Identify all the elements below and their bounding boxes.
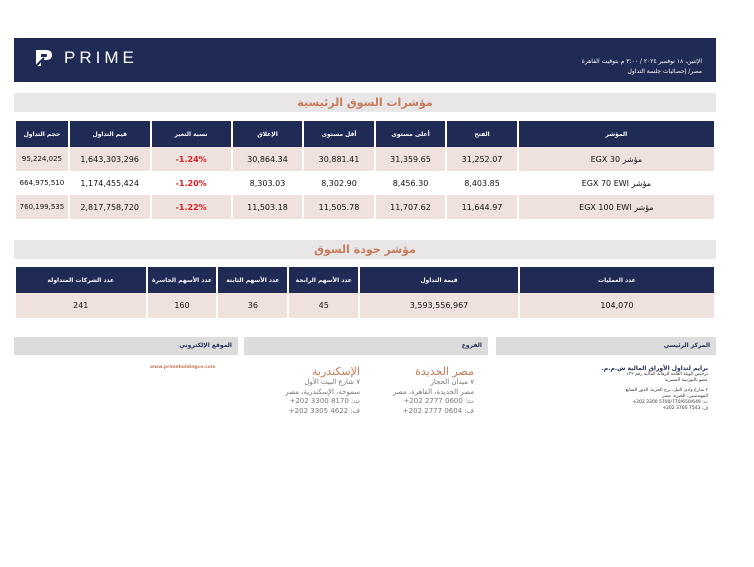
col-open: الفتح — [447, 121, 517, 147]
cell-low: 8,302.90 — [321, 178, 357, 188]
branch-address-line: ٧ ميدان الحجاز — [430, 378, 474, 386]
cell-low: 30,881.41 — [304, 147, 374, 171]
cell-change: -1.24% — [152, 147, 231, 171]
cell-low: 11,505.78 — [304, 195, 374, 219]
cell-companies-traded: 241 — [16, 293, 146, 318]
table-row — [16, 147, 714, 171]
branch-phone: ت: 0600 2777 202+ — [403, 397, 474, 405]
indices-table — [14, 121, 716, 219]
cell-index: مؤشر EGX 70 EWI — [581, 178, 652, 188]
cell-value: 1,643,303,296 — [70, 147, 150, 171]
hq-address-line: المهندسين، الجيزة، مصر — [662, 394, 708, 399]
cell-value: 1,174,455,424 — [80, 178, 139, 188]
headquarters-info — [498, 365, 708, 412]
col-gainers: عدد الأسهم الرابحة — [289, 267, 358, 293]
hq-phone: ت: 5700/770/650/649 3300 202+ — [632, 400, 708, 405]
cell-index: مؤشر EGX 100 EWI — [519, 195, 714, 219]
cell-change: -1.20% — [175, 178, 207, 188]
quality-section-title: مؤشر جودة السوق — [14, 240, 716, 259]
quality-table — [14, 267, 716, 318]
cell-high: 11,707.62 — [376, 195, 446, 219]
branch-alexandria — [260, 365, 360, 416]
branch-address-line: مصر الجديدة، القاهرة، مصر — [392, 387, 474, 396]
col-transactions: عدد العمليات — [520, 267, 714, 293]
report-header — [14, 38, 716, 82]
cell-volume: 760,199,535 — [16, 195, 68, 219]
indices-section-title: مؤشرات السوق الرئيسية — [14, 93, 716, 112]
report-date: الإثنين، ١٨ نوفمبر ٢٠٢٤ / ٣:٠٠ م بتوقيت القاهرة — [581, 58, 702, 65]
license-line: ترخيص الهيئة العامة للرقابة المالية رقم ١٣٢ — [626, 372, 708, 377]
prime-logo-icon — [34, 49, 56, 67]
license-line: عضو بالبورصة المصرية — [664, 378, 708, 383]
branch-address-line: سموحة، الإسكندرية، مصر — [285, 387, 360, 396]
cell-close: 11,503.18 — [233, 195, 303, 219]
website-link[interactable]: www.primeholdingco.com — [150, 365, 216, 370]
cell-close: 30,864.34 — [233, 147, 303, 171]
col-index: المؤشر — [519, 121, 714, 147]
cell-unchanged: 36 — [218, 293, 287, 318]
cell-open: 31,252.07 — [447, 147, 517, 171]
cell-value: 2,817,758,720 — [70, 195, 150, 219]
cell-gainers: 45 — [289, 293, 358, 318]
col-volume: حجم التداول — [16, 121, 68, 147]
table-row — [16, 195, 714, 219]
col-companies-traded: عدد الشركات المتداولة — [16, 267, 146, 293]
cell-transactions: 104,070 — [520, 293, 714, 318]
cell-high: 31,359.65 — [376, 147, 446, 171]
cell-close: 8,303.03 — [249, 178, 286, 188]
branch-fax: ف: 0604 2777 202+ — [402, 406, 474, 415]
branch-phone: ت: 8170 3300 202+ — [289, 397, 360, 405]
quality-header-row — [16, 267, 714, 293]
hq-bar: المركز الرئيسي — [496, 337, 716, 355]
col-unchanged: عدد الأسهم الثابتة — [218, 267, 287, 293]
col-high: أعلى مستوى — [376, 121, 446, 147]
branch-address-line: ٧ شارع البيت الأول — [304, 378, 360, 386]
indices-header-row — [16, 121, 714, 147]
table-row — [16, 293, 714, 318]
report-subtitle: مصر/ إحصائيات جلسة التداول — [627, 68, 702, 75]
col-change: نسبة التغير — [152, 121, 231, 147]
branch-fax: ف: 4622 3305 202+ — [288, 406, 360, 415]
cell-open: 8,403.85 — [464, 178, 500, 188]
hq-address-line: ٢ شارع وادي النيل، برج الحرية، الدور السابع — [625, 388, 708, 393]
company-name: برايم لتداول الأوراق المالية ش.م.م. — [601, 365, 708, 372]
col-losers: عدد الأسهم الخاسرة — [148, 267, 217, 293]
cell-index: مؤشر EGX 30 — [519, 147, 714, 171]
cell-open: 11,644.97 — [447, 195, 517, 219]
table-row — [16, 171, 714, 195]
branch-title: مصر الجديدة — [415, 365, 474, 378]
website-bar: الموقع الإلكتروني — [14, 337, 238, 355]
cell-volume: 664,975,510 — [19, 179, 65, 187]
cell-volume: 95,224,025 — [16, 147, 68, 171]
cell-losers: 160 — [148, 293, 217, 318]
cell-change: -1.22% — [152, 195, 231, 219]
col-value: قيم التداول — [70, 121, 150, 147]
branch-title: الإسكندرية — [312, 365, 360, 378]
col-close: الإغلاق — [233, 121, 303, 147]
prime-logo — [34, 48, 138, 68]
cell-traded-value: 3,593,556,967 — [360, 293, 518, 318]
branches-bar: الفروع — [244, 337, 488, 355]
branch-heliopolis — [372, 365, 474, 416]
cell-high: 8,456.30 — [392, 178, 429, 188]
col-traded-value: قيمة التداول — [360, 267, 518, 293]
brand-name: PRIME — [64, 48, 138, 67]
hq-fax: ف: 7543 3760 202+ — [662, 406, 708, 411]
col-low: أقل مستوى — [304, 121, 374, 147]
